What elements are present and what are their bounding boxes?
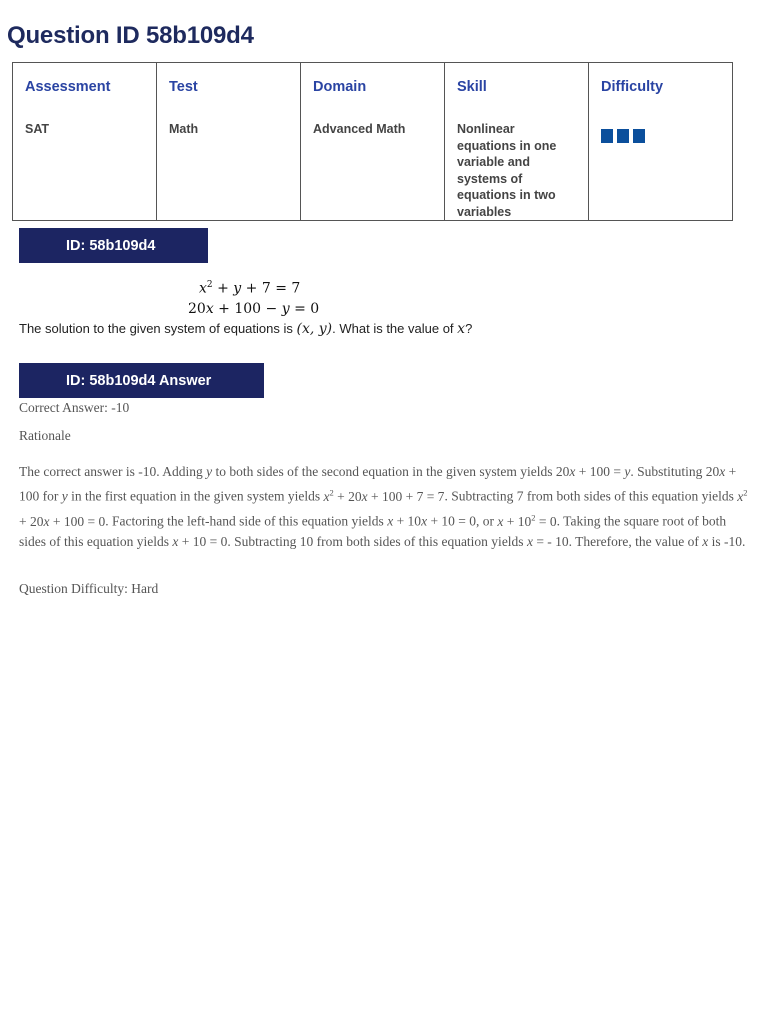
question-text-middle: . What is the value of (332, 321, 458, 336)
question-text-end: ? (465, 321, 473, 336)
difficulty-cell (589, 63, 733, 221)
rationale-math: x = - 10 (526, 534, 569, 550)
rationale-text: . Factoring the left-hand side of this equation yields (105, 513, 388, 529)
rationale-text: . Subtracting 10 from both sides of this equation yields (227, 534, 527, 550)
rationale-math: 20x + 100 (19, 464, 737, 504)
rationale-text: . Taking the square root of both sides of this equation yields (19, 513, 727, 550)
rationale-text: for (39, 488, 62, 504)
rationale-math: y (61, 488, 68, 504)
rationale-math: 20x + 100 = y (555, 464, 631, 479)
domain-header: Domain (313, 79, 367, 95)
page-title: Question ID 58b109d4 (7, 22, 254, 49)
rationale-text: The correct answer is -10. Adding (19, 464, 207, 479)
answer-id-banner: ID: 58b109d4 Answer (19, 363, 264, 398)
correct-answer: Correct Answer: -10 (19, 400, 130, 415)
test-value: Math (169, 122, 199, 136)
rationale-math: x + 10x + 10 = 0 (387, 513, 477, 529)
rationale-text: . Substituting (630, 464, 706, 479)
question-variable: x (457, 321, 466, 337)
rationale-text: is -10. (708, 534, 746, 550)
question-id-banner: ID: 58b109d4 (19, 228, 208, 263)
question-info-table (12, 62, 733, 221)
difficulty-bar-1 (601, 129, 613, 143)
rationale-math: $x^2 + 20x + 100 = 0$ (19, 487, 748, 529)
rationale-math: $x^2 + 20x + 100 + 7 = 7$ (323, 487, 445, 504)
rationale-math: x + 10 = 0 (172, 534, 228, 550)
question-difficulty: Question Difficulty: Hard (19, 581, 159, 596)
skill-cell (445, 63, 589, 221)
skill-header: Skill (457, 79, 487, 95)
assessment-value: SAT (25, 122, 50, 136)
difficulty-bar-3 (633, 129, 645, 143)
rationale-math: x (702, 534, 709, 550)
rationale-text: to both sides of the second equation in the given system yields (212, 464, 556, 479)
equation-2: 20x + 100 − y = 0 (188, 301, 320, 317)
test-cell (157, 63, 301, 221)
rationale-paragraph (19, 462, 751, 553)
difficulty-indicator (601, 129, 720, 143)
question-text (19, 321, 472, 337)
assessment-header: Assessment (25, 79, 111, 95)
question-text-before: The solution to the given system of equations is (19, 321, 297, 336)
test-header: Test (169, 79, 198, 95)
equation-1: $x^2 + y + 7 = 7$ (199, 280, 301, 297)
skill-value: Nonlinear equations in one variable and systems of equations in two variables (457, 122, 557, 219)
difficulty-header: Difficulty (601, 79, 664, 95)
rationale-text: . Subtracting 7 from both sides of this equation yields (444, 488, 738, 504)
assessment-cell (13, 63, 157, 221)
rationale-text: . Therefore, the value of (568, 534, 703, 550)
rationale-math: y (206, 464, 213, 479)
rationale-text: , or (476, 513, 498, 529)
question-pair: (x, y) (296, 321, 333, 337)
rationale-text: in the first equation in the given system yields (67, 488, 324, 504)
domain-value: Advanced Math (313, 122, 406, 136)
difficulty-bar-2 (617, 129, 629, 143)
rationale-math: $x + 10^2 = 0$ (497, 512, 557, 529)
rationale-label: Rationale (19, 428, 71, 443)
domain-cell (301, 63, 445, 221)
